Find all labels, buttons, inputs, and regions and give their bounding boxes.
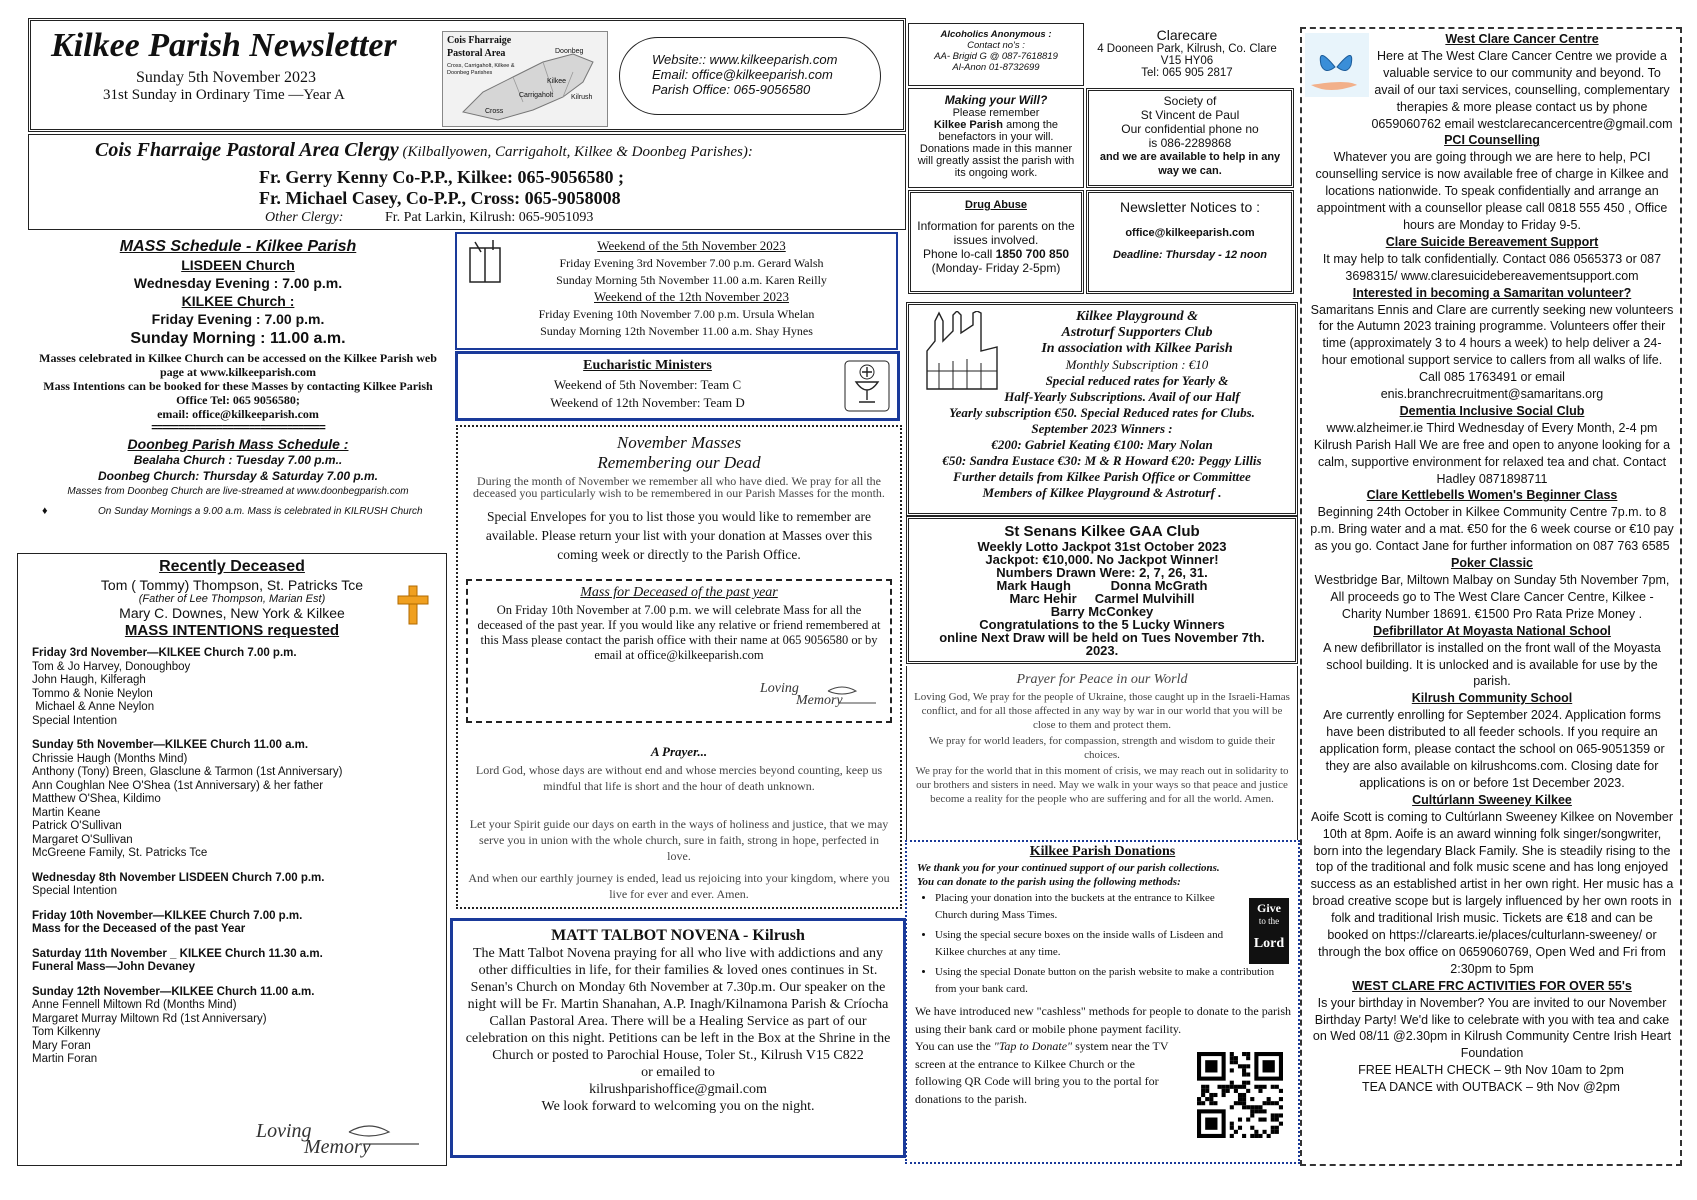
intention-group-heading: Wednesday 8th November LISDEEN Church 7.00 p.m.: [32, 871, 325, 884]
playground-line-9: €200: Gabriel Keating €100: Mary Nolan: [991, 437, 1213, 452]
past-year-mass-title: Mass for Deceased of the past year: [580, 585, 778, 600]
playground-line-10: €50: Sandra Eustace €30: M & R Howard €20: Peggy Lillis: [942, 453, 1262, 468]
doonbeg-church: Doonbeg Church: Thursday & Saturday 7.00 p.m.: [97, 469, 379, 483]
intention-item: Martin Keane: [32, 806, 101, 819]
intention-group: [32, 872, 432, 899]
gaa-line-6: Marc Hehir Carmel Mulvihill: [1009, 591, 1195, 606]
intention-item: Michael & Anne Neylon: [32, 701, 155, 713]
peace-paragraph-3: We pray for the world that in this moment of crisis, we may reach out in solidarity to our brothers and sisters in need. May we walk in your ways so that peace and justice become a reality for the people who are suffering and for all the world. Amen.: [915, 765, 1289, 805]
contact-office: Parish Office: 065-9056580: [652, 82, 811, 97]
gaa-line-8: Congratulations to the 5 Lucky Winners: [979, 617, 1225, 632]
parish-email[interactable]: email: office@kilkeeparish.com: [157, 407, 319, 421]
drug-box: [908, 190, 1084, 294]
ministers-line-1: Weekend of 5th November: Team C: [553, 377, 742, 392]
kilrush-mass-note: On Sunday Mornings a 9.00 a.m. Mass is celebrated in KILRUSH Church: [98, 506, 423, 517]
intention-group-note: Mass for the Deceased of the past Year: [32, 923, 246, 935]
ministers-box: [455, 351, 900, 421]
notices-deadline: Deadline: Thursday - 12 noon: [1112, 249, 1268, 261]
community-section-title: Clare Suicide Bereavement Support: [1385, 234, 1599, 249]
community-section-body: Aoife Scott is coming to Cultúrlann Sweeney Kilkee on November 10th at 8pm. Aoife is an award winning folk singer/songwriter, born into the legendary Black Family. She is steadily rising to the top of the traditional and folk music scene and has long enjoyed success as an established artist in her own right. Her music has a broad creative scope but is largely influenced by her own roots in folk and traditional Irish music. Tickets are €18 and can be booked on https://clarearts.ie/places/culturlann-sweeney/ or through the box office on 0659060769, Open Wed and Fri from 2:30pm to 5pm: [1310, 809, 1674, 976]
svp-line-3: Our confidential phone no: [1121, 122, 1259, 136]
will-title: Making your Will?: [944, 93, 1048, 107]
community-section-title: Cultúrlann Sweeney Kilkee: [1412, 792, 1572, 807]
deceased-box: [17, 553, 447, 1166]
intention-group-heading: Friday 10th November—KILKEE Church 7.00 p.m.: [32, 909, 303, 922]
playground-line-5: Special reduced rates for Yearly &: [1045, 373, 1229, 388]
playground-line-12: Members of Kilkee Playground & Astroturf .: [982, 485, 1222, 500]
talbot-body: The Matt Talbot Novena praying for all who live with addictions and any other difficulties in life, for their families & loved ones continues in St. Senan's Church on Monday 6th November at 7.30p.m. Our speaker on the night will be Fr. Martin Shanahan, A.P. Inagh/Kilnamona Parish & Críocha Callan Pastoral Area. There will be a Healing Service as part of our celebration on this night. Petitions can be left in the Box at the Shrine in the Church or posted to Parochial House, Toler St., Kilrush V15 C822: [465, 946, 891, 1063]
gaa-line-2: Weekly Lotto Jackpot 31st October 2023: [977, 539, 1227, 554]
playground-line-4: Monthly Subscription : €10: [1065, 357, 1209, 372]
playground-line-6: Half-Yearly Subscriptions. Avail of our Half: [1004, 389, 1240, 404]
talbot-email[interactable]: kilrushparishoffice@gmail.com: [589, 1082, 767, 1097]
talbot-closing: We look forward to welcoming you on the night.: [541, 1099, 815, 1114]
will-box: [908, 88, 1084, 188]
drug-hours: (Monday- Friday 2-5pm): [931, 261, 1061, 275]
ministers-line-2: Weekend of 12th November: Team D: [550, 395, 745, 410]
intention-item: Tom Kilkenny: [32, 1026, 101, 1038]
community-section-body: Are currently enrolling for September 2024. Application forms have been distributed to all feeder schools. If you require an application form, please contact the school on 065-9051359 or they are also available on kilrushcoms.com. Closing date for applications is on or before 1st December 2023.: [1319, 708, 1665, 790]
deceased-name-1: Tom ( Tommy) Thompson, St. Patricks Tce: [100, 577, 364, 593]
drug-phone: 1850 700 850: [995, 247, 1070, 261]
loving-memory-small: [760, 681, 880, 717]
prayer-paragraph-2: Let your Spirit guide our days on earth in the ways of holiness and justice, that we may serve you in union with the whole church, sure in faith, strong in hope, perfected in love.: [469, 817, 889, 863]
playground-line-1: Kilkee Playground &: [1075, 309, 1199, 324]
map-title-2: Pastoral Area: [447, 48, 506, 59]
intention-item: Tommo & Nonie Neylon: [32, 687, 153, 700]
intention-item: Margaret Murray Miltown Rd (1st Anniversary): [32, 1012, 267, 1025]
intention-item: Margaret O'Sullivan: [32, 833, 133, 846]
gaa-line-1: St Senans Kilkee GAA Club: [1004, 523, 1200, 540]
readers-title-1: Weekend of the 5th November 2023: [597, 238, 786, 253]
kilkee-friday: Friday Evening : 7.00 p.m.: [151, 311, 325, 327]
mass-schedule: [28, 236, 448, 526]
tap-post: system near the TV screen at the entrance to Kilkee Church or the following QR Code will bring you to the portal for donations to the parish.: [915, 1039, 1169, 1106]
gaa-line-9: online Next Draw will be held on Tues November 7th.: [939, 630, 1265, 645]
loving-memory-graphic: [254, 1118, 424, 1162]
memory-text-small: Memory: [796, 693, 843, 708]
ministers-title: Eucharistic Ministers: [583, 358, 712, 373]
tea-dance: TEA DANCE with OUTBACK – 9th Nov @2pm: [1362, 1080, 1620, 1095]
community-section-title: WEST CLARE FRC ACTIVITIES FOR OVER 55's: [1352, 978, 1632, 993]
intention-item: Matthew O'Shea, Kildimo: [32, 793, 161, 805]
talbot-title: MATT TALBOT NOVENA - Kilrush: [551, 927, 805, 944]
map-graphic: [443, 32, 607, 126]
intention-item: Ann Coughlan Nee O'Shea (1st Anniversary) & her father: [32, 779, 324, 792]
aa-line-3: AA- Brigid G @ 087-7618819: [934, 51, 1058, 62]
past-year-mass-box: [466, 579, 892, 723]
lord-text: Lord: [1253, 936, 1285, 951]
prayer-paragraph-3: And when our earthly journey is ended, lead us rejoicing into your kingdom, where you live for ever and ever. Amen.: [468, 871, 890, 901]
donations-intro-2: You can donate to the parish using the following methods:: [917, 876, 1181, 888]
community-section-title: West Clare Cancer Centre: [1445, 32, 1599, 46]
butterfly-hand-icon: [1305, 33, 1369, 97]
drug-phone-row: [911, 247, 1081, 261]
notices-box: [1086, 190, 1294, 294]
contact-website[interactable]: Website:: www.kilkeeparish.com: [652, 52, 838, 67]
gaa-line-3: Jackpot: €10,000. No Jackpot Winner!: [985, 552, 1219, 567]
church-building-icon: [919, 311, 1009, 391]
will-body: [909, 119, 1083, 179]
bealaha-church: Bealaha Church : Tuesday 7.00 p.m..: [133, 453, 343, 467]
intention-group: [32, 948, 432, 975]
chalice-icon: [844, 360, 890, 412]
clarecare-eircode: V15 HY06: [1160, 55, 1214, 67]
deceased-title: Recently Deceased: [159, 558, 305, 575]
contact-oval: [619, 37, 881, 115]
intention-item: McGreene Family, St. Patricks Tce: [32, 847, 208, 859]
community-section-body: Whatever you are going through we are here to help, PCI counselling service is now available free of charge in Kilkee and locations nationwide. To speak confidentially and arrange an appointment with a counsellor please call 0818 555 450 , Office hours are Monday to Friday 9-5.: [1315, 150, 1669, 232]
community-section-body: Here at The West Clare Cancer Centre we provide a valuable service to our community and beyond. To avail of our taxi services, counselling, complementary therapies & more please contact us by phone 0659060762 email westclarecancercentre@gmail.com: [1371, 48, 1673, 131]
mass-schedule-title: MASS Schedule - Kilkee Parish: [119, 238, 357, 255]
playground-line-7: Yearly subscription €50. Special Reduced rates for Clubs.: [949, 405, 1255, 420]
clarecare-phone: Tel: 065 905 2817: [1141, 67, 1233, 79]
give-to-lord-graphic: [1249, 898, 1289, 964]
community-section-title: Kilrush Community School: [1411, 691, 1573, 706]
community-section-body: Beginning 24th October in Kilkee Community Centre 7p.m. to 8 p.m. Bring water and a mat. €50 for the 6 week course or €10 pay as you go. Contact Jane for further information on 087 763 6585: [1310, 505, 1674, 554]
community-section-body: Samaritans Ennis and Clare are currently seeking new volunteers for the Autumn 2023 training programme. Volunteers offer their time (approximately 3 to 4 hours a week) to help deliver a 24-hour emotional support service to callers from all walks of life. Call 085 1763491 or email enis.branchrecruitment@samaritans.org: [1310, 302, 1674, 402]
talbot-or: or emailed to: [641, 1065, 715, 1080]
map-title-1: Cois Fharraige: [447, 35, 512, 46]
intention-item: Patrick O'Sullivan: [32, 820, 122, 832]
contact-email[interactable]: Email: office@kilkeeparish.com: [652, 67, 833, 82]
will-parish: Kilkee Parish: [933, 119, 1004, 131]
doonbeg-schedule-title: Doonbeg Parish Mass Schedule :: [127, 436, 349, 452]
november-body: During the month of November we remember all who have died. We pray for all the deceased you particularly wish to be remembered in our Parish Masses for the month.: [473, 474, 885, 500]
svp-line-5: and we are available to help in any way we can.: [1099, 151, 1281, 177]
intention-group-heading: Sunday 5th November—KILKEE Church 11.00 a.m.: [32, 739, 309, 751]
drug-body: Information for parents on the issues involved.: [917, 219, 1075, 247]
kilkee-church: KILKEE Church :: [181, 293, 295, 309]
peace-box: [906, 666, 1298, 840]
newsletter-date: Sunday 5th November 2023: [136, 69, 316, 86]
mass-intentions-title: MASS INTENTIONS requested: [124, 622, 340, 639]
aa-line-2: Contact no's :: [967, 40, 1025, 51]
donation-method: • Placing your donation into the buckets at the entrance to Kilkee Church during Mass Times.: [935, 890, 1235, 924]
intention-group: [32, 739, 432, 861]
clergy-line-1: Fr. Gerry Kenny Co-P.P., Kilkee: 065-9056580 ;: [259, 167, 624, 187]
playground-line-2: Astroturf Supporters Club: [1061, 325, 1213, 340]
readers-title-2: Weekend of the 12th November 2023: [594, 289, 789, 304]
intention-item: Special Intention: [32, 885, 118, 897]
clergy-line-2: Fr. Michael Casey, Co-P.P., Cross: 065-9058008: [259, 188, 621, 208]
newsletter-title: Kilkee Parish Newsletter: [51, 27, 397, 64]
aa-box: [908, 23, 1084, 86]
loving-text: Loving: [256, 1120, 312, 1142]
community-section-body: Is your birthday in November? You are invited to our November Birthday Party! We'd like to celebrate with you with tea and cake on Wed 08/11 @2.30pm in Kilrush Community Centre Irish Heart Foundation: [1312, 995, 1672, 1061]
clarecare-title: Clarecare: [1156, 27, 1218, 43]
intention-group-heading: Sunday 12th November—KILKEE Church 11.00 a.m.: [32, 985, 315, 998]
community-section-title: Poker Classic: [1451, 556, 1533, 571]
cashless-text: We have introduced new "cashless" methods for people to donate to the parish using their bank card or mobile phone payment facility.: [915, 1004, 1292, 1036]
aa-line-1: Alcoholics Anonymous :: [940, 29, 1052, 40]
gaa-line-10: 2023.: [1085, 643, 1119, 658]
readers-box: [455, 232, 898, 350]
svp-line-1: Society of: [1163, 94, 1217, 108]
other-clergy-label: Other Clergy:: [265, 210, 344, 225]
clergy-box: [28, 134, 906, 230]
community-section-body: Westbridge Bar, Miltown Malbay on Sunday 5th November 7pm, All proceeds go to The West Clare Cancer Centre, Kilkee - Charity Number 18691. €1500 Pro Rata Prize Money .: [1314, 573, 1670, 621]
intention-item: Special Intention: [32, 714, 118, 727]
peace-paragraph-1: Loving God, We pray for the people of Ukraine, those caught up in the Israeli-Hamas conflict, and for all those affected in any way by war in our world that you will be close to them and protect them.: [914, 691, 1290, 731]
intention-item: Martin Foran: [32, 1053, 98, 1065]
community-section-title: Dementia Inclusive Social Club: [1399, 403, 1585, 418]
donations-box: [905, 840, 1300, 1164]
bullet-icon: ♦: [42, 505, 48, 517]
november-title-1: November Masses: [616, 433, 742, 452]
intention-group: [32, 647, 432, 728]
november-box: [456, 425, 902, 909]
aa-line-4: Al-Anon 01-8732699: [952, 62, 1040, 73]
peace-title: Prayer for Peace in our World: [1016, 672, 1188, 687]
svp-line-4: is 086-2289868: [1148, 136, 1232, 150]
notices-title: Newsletter Notices to :: [1119, 199, 1261, 215]
book-icon: [467, 238, 505, 286]
clarecare-box: [1088, 23, 1286, 86]
intention-item: John Haugh, Kilferagh: [32, 674, 146, 686]
map-label-kilkee: Kilkee: [547, 78, 567, 85]
health-check: FREE HEALTH CHECK – 9th Nov 10am to 2pm: [1358, 1063, 1624, 1078]
gaa-box: [906, 516, 1298, 664]
tap-to-donate: "Tap to Donate": [993, 1039, 1073, 1053]
donation-method: • Using the special Donate button on the parish website to make a contribution from your bank card.: [935, 964, 1295, 998]
intention-item: Mary Foran: [32, 1039, 91, 1052]
clergy-heading: Cois Fharraige Pastoral Area Clergy: [95, 139, 399, 161]
other-clergy-value: Fr. Pat Larkin, Kilrush: 065-9051093: [385, 210, 594, 225]
community-section-title: Defibrillator At Moyasta National School: [1373, 623, 1611, 638]
donations-intro-1: We thank you for your continued support of our parish collections.: [917, 862, 1220, 874]
intention-group: [32, 986, 432, 1067]
community-section-body: A new defibrillator is installed on the front wall of the Moyasta school building. It is unlocked and is available for use by the parish.: [1323, 640, 1661, 689]
reader-1: Friday Evening 3rd November 7.00 p.m. Gerard Walsh: [559, 256, 824, 270]
lisdeen-church: LISDEEN Church: [181, 257, 295, 273]
pastoral-area-map: [442, 31, 608, 127]
november-title-2: Remembering our Dead: [597, 453, 761, 472]
lisdeen-time: Wednesday Evening : 7.00 p.m.: [133, 275, 343, 291]
intention-item: Anne Fennell Miltown Rd (Months Mind): [32, 999, 237, 1011]
deceased-name-1-note: (Father of Lee Thompson, Marian Est): [138, 593, 326, 605]
playground-box: [906, 302, 1298, 516]
community-section-body: www.alzheimer.ie Third Wednesday of Every Month, 2-4 pm Kilrush Parish Hall We are free and open to anyone looking for a calm, supportive environment for relaxed tea and chat. Contact Hadley 0871898711: [1313, 420, 1671, 486]
playground-line-3: In association with Kilkee Parish: [1041, 341, 1233, 356]
playground-line-11: Further details from Kilkee Parish Office or Committee: [953, 469, 1251, 484]
will-line-1: Please remember: [952, 107, 1040, 119]
svp-line-2: St Vincent de Paul: [1140, 108, 1240, 122]
intention-item: Tom & Jo Harvey, Donoughboy: [32, 660, 191, 673]
memory-text: Memory: [304, 1136, 371, 1158]
clergy-heading-parishes: (Kilballyowen, Carrigaholt, Kilkee & Doonbeg Parishes):: [398, 144, 753, 160]
map-label-kilrush: Kilrush: [571, 94, 593, 101]
donation-method: • Using the special secure boxes on the inside walls of Lisdeen and Kilkee churches at any time.: [935, 927, 1235, 961]
community-section-title: PCI Counselling: [1444, 133, 1540, 148]
gaa-line-4: Numbers Drawn Were: 2, 7, 26, 31.: [996, 565, 1208, 580]
playground-line-8: September 2023 Winners :: [1031, 421, 1173, 436]
doonbeg-livestream: Masses from Doonbeg Church are live-streamed at www.doonbegparish.com: [67, 486, 409, 497]
intention-group-heading: Saturday 11th November _ KILKEE Church 11.30 a.m.: [32, 947, 323, 960]
intention-group-heading: Friday 3rd November—KILKEE Church 7.00 p.m.: [32, 647, 297, 659]
talbot-box: [450, 918, 906, 1158]
drug-title: Drug Abuse: [965, 199, 1027, 211]
reader-4: Sunday Morning 12th November 11.00 a.m. Shay Hynes: [540, 324, 813, 338]
peace-paragraph-2: We pray for world leaders, for compassion, strength and wisdom to guide their choices.: [928, 735, 1276, 761]
special-envelopes: Special Envelopes for you to list those you would like to remember are available. Please return your list with your donation at Masses over this coming week or directly to the Parish Office.: [485, 509, 873, 562]
schedule-separator: ================================: [151, 422, 325, 434]
to-the-text: to the: [1258, 916, 1280, 926]
community-section-body: It may help to talk confidentially. Contact 086 0565373 or 087 3698315/ www.claresuicidebereavementsupport.com: [1322, 251, 1662, 283]
community-section-title: Interested in becoming a Samaritan volunteer?: [1352, 285, 1632, 300]
map-label-cross: Cross: [485, 108, 504, 115]
online-masses-note: Masses celebrated in Kilkee Church can be accessed on the Kilkee Parish web page at www.kilkeeparish.com: [39, 351, 437, 379]
drug-phone-label: Phone lo-call: [922, 247, 996, 261]
give-text: Give: [1257, 901, 1281, 915]
intentions-booking-note: Mass Intentions can be booked for these Masses by contacting Kilkee Parish Office Tel: 065 9056580;: [43, 379, 433, 407]
tap-pre: You can use the: [915, 1039, 994, 1053]
gaa-line-7: Barry McConkey: [1050, 604, 1154, 619]
cross-icon: [393, 584, 433, 626]
donations-title: Kilkee Parish Donations: [1029, 844, 1176, 859]
intention-group: [32, 910, 432, 937]
community-list: [1302, 29, 1680, 1062]
past-year-mass-body: On Friday 10th November at 7.00 p.m. we will celebrate Mass for all the deceased of the past year. If you would like any relative or friend remembered at this Mass please contact the parish office with their name at 065 9056580 or by email at office@kilkeeparish.com: [477, 603, 881, 662]
intentions-list: [32, 647, 432, 1067]
deceased-name-2: Mary C. Downes, New York & Kilkee: [119, 605, 345, 621]
prayer-paragraph-1: Lord God, whose days are without end and whose mercies beyond counting, keep us mindful that life is short and the hour of death unknown.: [475, 763, 883, 793]
intention-group-note: Funeral Mass—John Devaney: [32, 961, 195, 973]
community-box: [1300, 27, 1682, 1166]
masthead: [28, 18, 906, 132]
svp-box: [1086, 88, 1294, 188]
donation-qr-code[interactable]: [1197, 1052, 1283, 1138]
gaa-line-5: Mark Haugh Donna McGrath: [996, 578, 1208, 593]
intention-item: Chrissie Haugh (Months Mind): [32, 752, 188, 765]
reader-2: Sunday Morning 5th November 11.00 a.m. Karen Reilly: [556, 273, 827, 287]
clarecare-address: 4 Dooneen Park, Kilrush, Co. Clare: [1097, 43, 1277, 55]
intention-item: Anthony (Tony) Breen, Glasclune & Tarmon (1st Anniversary): [32, 766, 343, 778]
loving-text-small: Loving: [760, 681, 799, 696]
community-section-title: Clare Kettlebells Women's Beginner Class: [1366, 488, 1618, 503]
clergy-heading-line: [95, 139, 753, 162]
reader-3: Friday Evening 10th November 7.00 p.m. Ursula Whelan: [538, 307, 815, 321]
kilrush-note-row: [28, 505, 448, 519]
notices-email[interactable]: office@kilkeeparish.com: [1125, 227, 1255, 239]
map-caption: Cross, Carrigaholt, Kilkee & Doonbeg Parishes: [447, 63, 515, 76]
map-label-carrigaholt: Carrigaholt: [519, 92, 554, 99]
kilkee-sunday: Sunday Morning : 11.00 a.m.: [130, 330, 346, 347]
prayer-title: A Prayer...: [650, 744, 708, 759]
map-label-doonbeg: Doonbeg: [555, 48, 584, 55]
liturgical-sunday: 31st Sunday in Ordinary Time —Year A: [103, 87, 345, 103]
will-rest: among the benefactors in your will. Donations made in this manner will greatly assist the parish with its ongoing work.: [917, 119, 1075, 179]
